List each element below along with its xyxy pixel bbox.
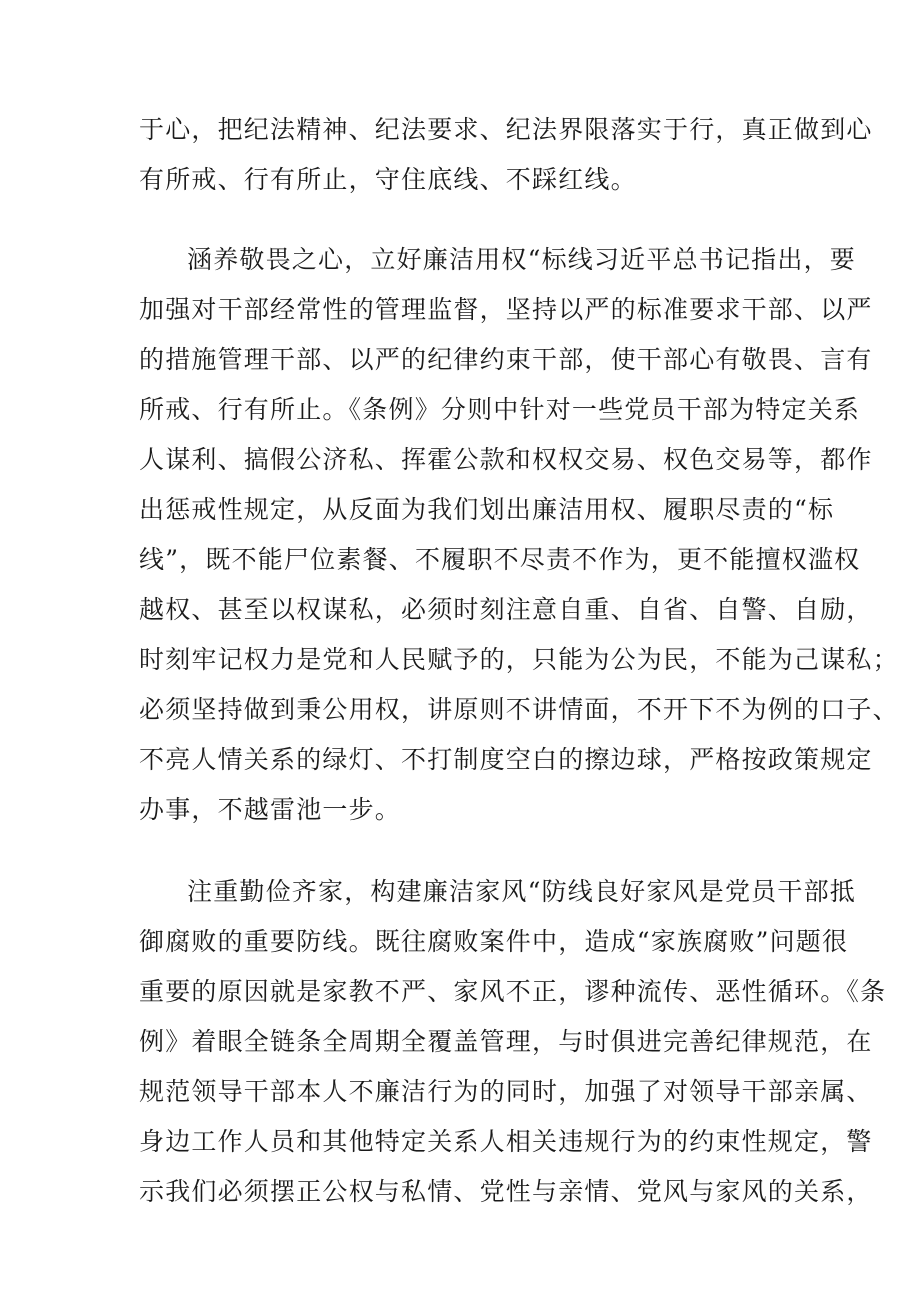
paragraph-line: 时刻牢记权力是党和人民赋予的，只能为公为民，不能为己谋私； (139, 645, 899, 674)
paragraph-line: 不亮人情关系的绿灯、不打制度空白的擦边球，严格按政策规定 (139, 745, 873, 774)
paragraph-line: 线”，既不能尸位素餐、不履职不尽责不作为，更不能擅权滥权 (139, 545, 861, 574)
paragraph-line: 出惩戒性规定，从反面为我们划出廉洁用权、履职尽责的“标 (139, 495, 835, 524)
paragraph-line: 示我们必须摆正公权与私情、党性与亲情、党风与家风的关系， (139, 1177, 873, 1206)
paragraph-line: 的措施管理干部、以严的纪律约束干部，使干部心有敬畏、言有 (139, 345, 873, 374)
paragraph-line: 有所戒、行有所止，守住底线、不踩红线。 (139, 165, 637, 194)
paragraph-line: 加强对干部经常性的管理监督，坚持以严的标准要求干部、以严 (139, 295, 873, 324)
paragraph-line: 必须坚持做到秉公用权，讲原则不讲情面，不开下不为例的口子、 (139, 695, 899, 724)
paragraph-line: 人谋利、搞假公济私、挥霍公款和权权交易、权色交易等，都作 (139, 445, 873, 474)
paragraph-line: 重要的原因就是家教不严、家风不正，谬种流传、恶性循环。《条 (139, 977, 887, 1006)
paragraph-line: 于心，把纪法精神、纪法要求、纪法界限落实于行，真正做到心 (139, 115, 873, 144)
paragraph-line: 规范领导干部本人不廉洁行为的同时，加强了对领导干部亲属、 (139, 1077, 873, 1106)
paragraph-line: 注重勤俭齐家，构建廉洁家风“防线良好家风是党员干部抵 (187, 877, 856, 906)
paragraph-line: 越权、甚至以权谋私，必须时刻注意自重、自省、自警、自励， (139, 595, 873, 624)
paragraph-line: 所戒、行有所止。《条例》分则中针对一些党员干部为特定关系 (139, 395, 861, 424)
paragraph-line: 例》着眼全链条全周期全覆盖管理，与时俱进完善纪律规范，在 (139, 1027, 873, 1056)
paragraph-line: 涵养敬畏之心，立好廉洁用权“标线习近平总书记指出，要 (187, 245, 856, 274)
paragraph-line: 身边工作人员和其他特定关系人相关违规行为的约束性规定，警 (139, 1127, 873, 1156)
paragraph-line: 御腐败的重要防线。既往腐败案件中，造成“家族腐败”问题很 (139, 927, 849, 956)
paragraph-line: 办事，不越雷池一步。 (139, 795, 402, 824)
